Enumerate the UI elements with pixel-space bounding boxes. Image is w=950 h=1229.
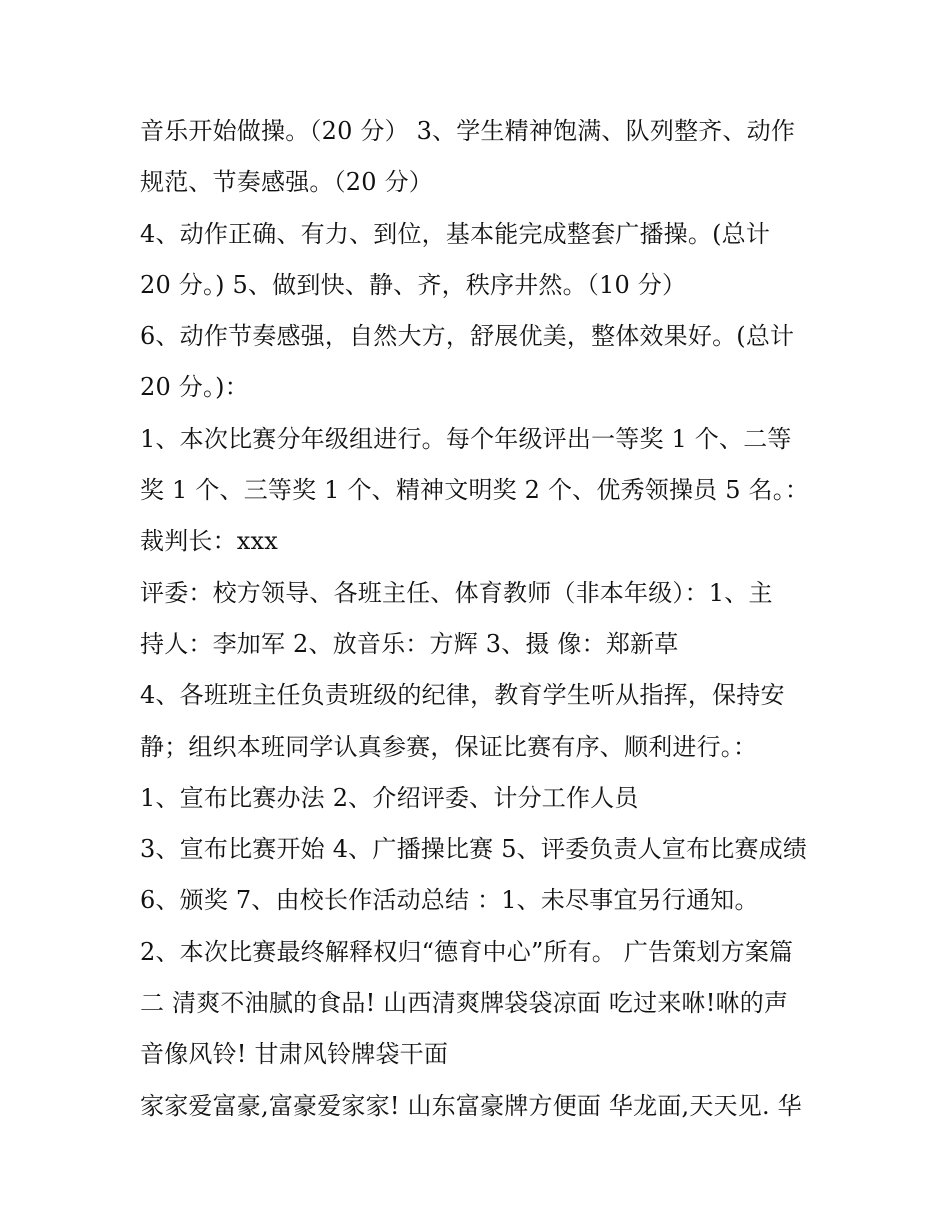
text-line: 4、动作正确、有力、到位，基本能完成整套广播操。(总计: [140, 219, 771, 248]
text-line: 奖 1 个、三等奖 1 个、精神文明奖 2 个、优秀领操员 5 名。：: [140, 476, 810, 505]
text-line: 20 分。) 5、做到快、静、齐，秩序井然。（10 分）: [140, 270, 687, 299]
text-line: 评委：校方领导、各班主任、体育教师（非本年级）：1、主: [140, 578, 773, 607]
text-line: 音乐开始做操。（20 分） 3、学生精神饱满、队列整齐、动作: [140, 117, 796, 145]
document-body: [140, 106, 820, 1132]
text-line: 1、宣布比赛办法 2、介绍评委、计分工作人员: [140, 783, 639, 812]
text-line: 6、动作节奏感强，自然大方，舒展优美，整体效果好。(总计: [140, 322, 795, 351]
text-line: 6、颁奖 7、由校长作活动总结 ：1、未尽事宜另行通知。: [140, 886, 759, 915]
text-line: 1、本次比赛分年级组进行。每个年级评出一等奖 1 个、二等: [140, 424, 792, 453]
text-line: 裁判长：xxx: [140, 527, 279, 556]
text-line: 3、宣布比赛开始 4、广播操比赛 5、评委负责人宣布比赛成绩: [140, 835, 808, 864]
text-line: 4、各班班主任负责班级的纪律，教育学生听从指挥，保持安: [140, 681, 785, 710]
text-line: 规范、节奏感强。（20 分）: [140, 168, 433, 197]
text-line: 二 清爽不油腻的食品! 山西清爽牌袋袋凉面 吃过来咻!咻的声: [140, 989, 789, 1018]
text-line: 家家爱富豪,富豪爱家家! 山东富豪牌方便面 华龙面,天天见. 华: [140, 1091, 802, 1120]
text-line: 2、本次比赛最终解释权归“德育中心”所有。 广告策划方案篇: [140, 937, 794, 966]
text-line: 20 分。)：: [140, 373, 249, 402]
text-line: 持人：李加军 2、放音乐：方辉 3、摄 像：郑新草: [140, 629, 679, 658]
text-line: 音像风铃! 甘肃风铃牌袋干面: [140, 1040, 449, 1069]
text-line: 静；组织本班同学认真参赛，保证比赛有序、顺利进行。：: [140, 732, 758, 761]
